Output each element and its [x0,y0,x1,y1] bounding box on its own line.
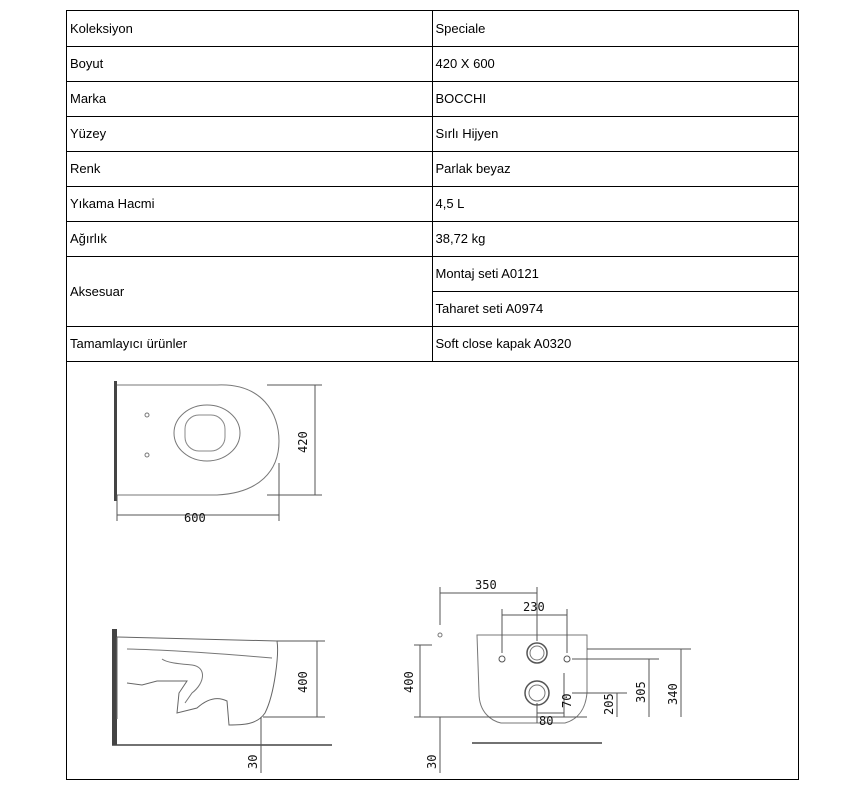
dim-30-side-label: 30 [246,754,260,769]
dim-340-label: 340 [666,683,680,705]
spec-value: 38,72 kg [432,221,798,256]
dim-70-label: 70 [560,693,574,708]
dim-420-label: 420 [296,431,310,453]
spec-label: Yüzey [67,116,432,151]
table-row [67,46,798,81]
table-row [67,81,798,116]
spec-label: Marka [67,81,432,116]
accessory-value: Taharet seti A0974 [432,291,798,326]
spec-value: 4,5 L [432,186,798,221]
dim-600-label: 600 [184,511,206,525]
table-row [67,221,798,256]
dim-30-front-label: 30 [425,754,439,769]
technical-drawing [67,363,798,779]
table-row [67,326,798,361]
dim-400-side-label: 400 [296,671,310,693]
side-view [112,629,332,773]
spec-label: Yıkama Hacmi [67,186,432,221]
dim-205-label: 205 [602,693,616,715]
spec-value: BOCCHI [432,81,798,116]
spec-value: Sırlı Hijyen [432,116,798,151]
top-view [114,381,322,521]
product-sheet [66,10,799,780]
complementary-value: Soft close kapak A0320 [432,326,798,361]
dim-230-label: 230 [523,600,545,614]
dim-350-label: 350 [475,578,497,592]
spec-value: 420 X 600 [432,46,798,81]
spec-label: Boyut [67,46,432,81]
spec-value: Speciale [432,11,798,46]
table-row [67,11,798,46]
dim-80-label: 80 [539,714,554,728]
spec-label: Renk [67,151,432,186]
table-row [67,256,798,291]
dim-305-label: 305 [634,681,648,703]
table-row [67,116,798,151]
complementary-label: Tamamlayıcı ürünler [67,326,432,361]
spec-label: Ağırlık [67,221,432,256]
table-row [67,186,798,221]
spec-value: Parlak beyaz [432,151,798,186]
dim-400-front-label: 400 [402,671,416,693]
accessories-label: Aksesuar [67,256,432,326]
table-row [67,151,798,186]
accessory-value: Montaj seti A0121 [432,256,798,291]
spec-label: Koleksiyon [67,11,432,46]
front-view [414,587,691,773]
spec-table [67,11,798,362]
